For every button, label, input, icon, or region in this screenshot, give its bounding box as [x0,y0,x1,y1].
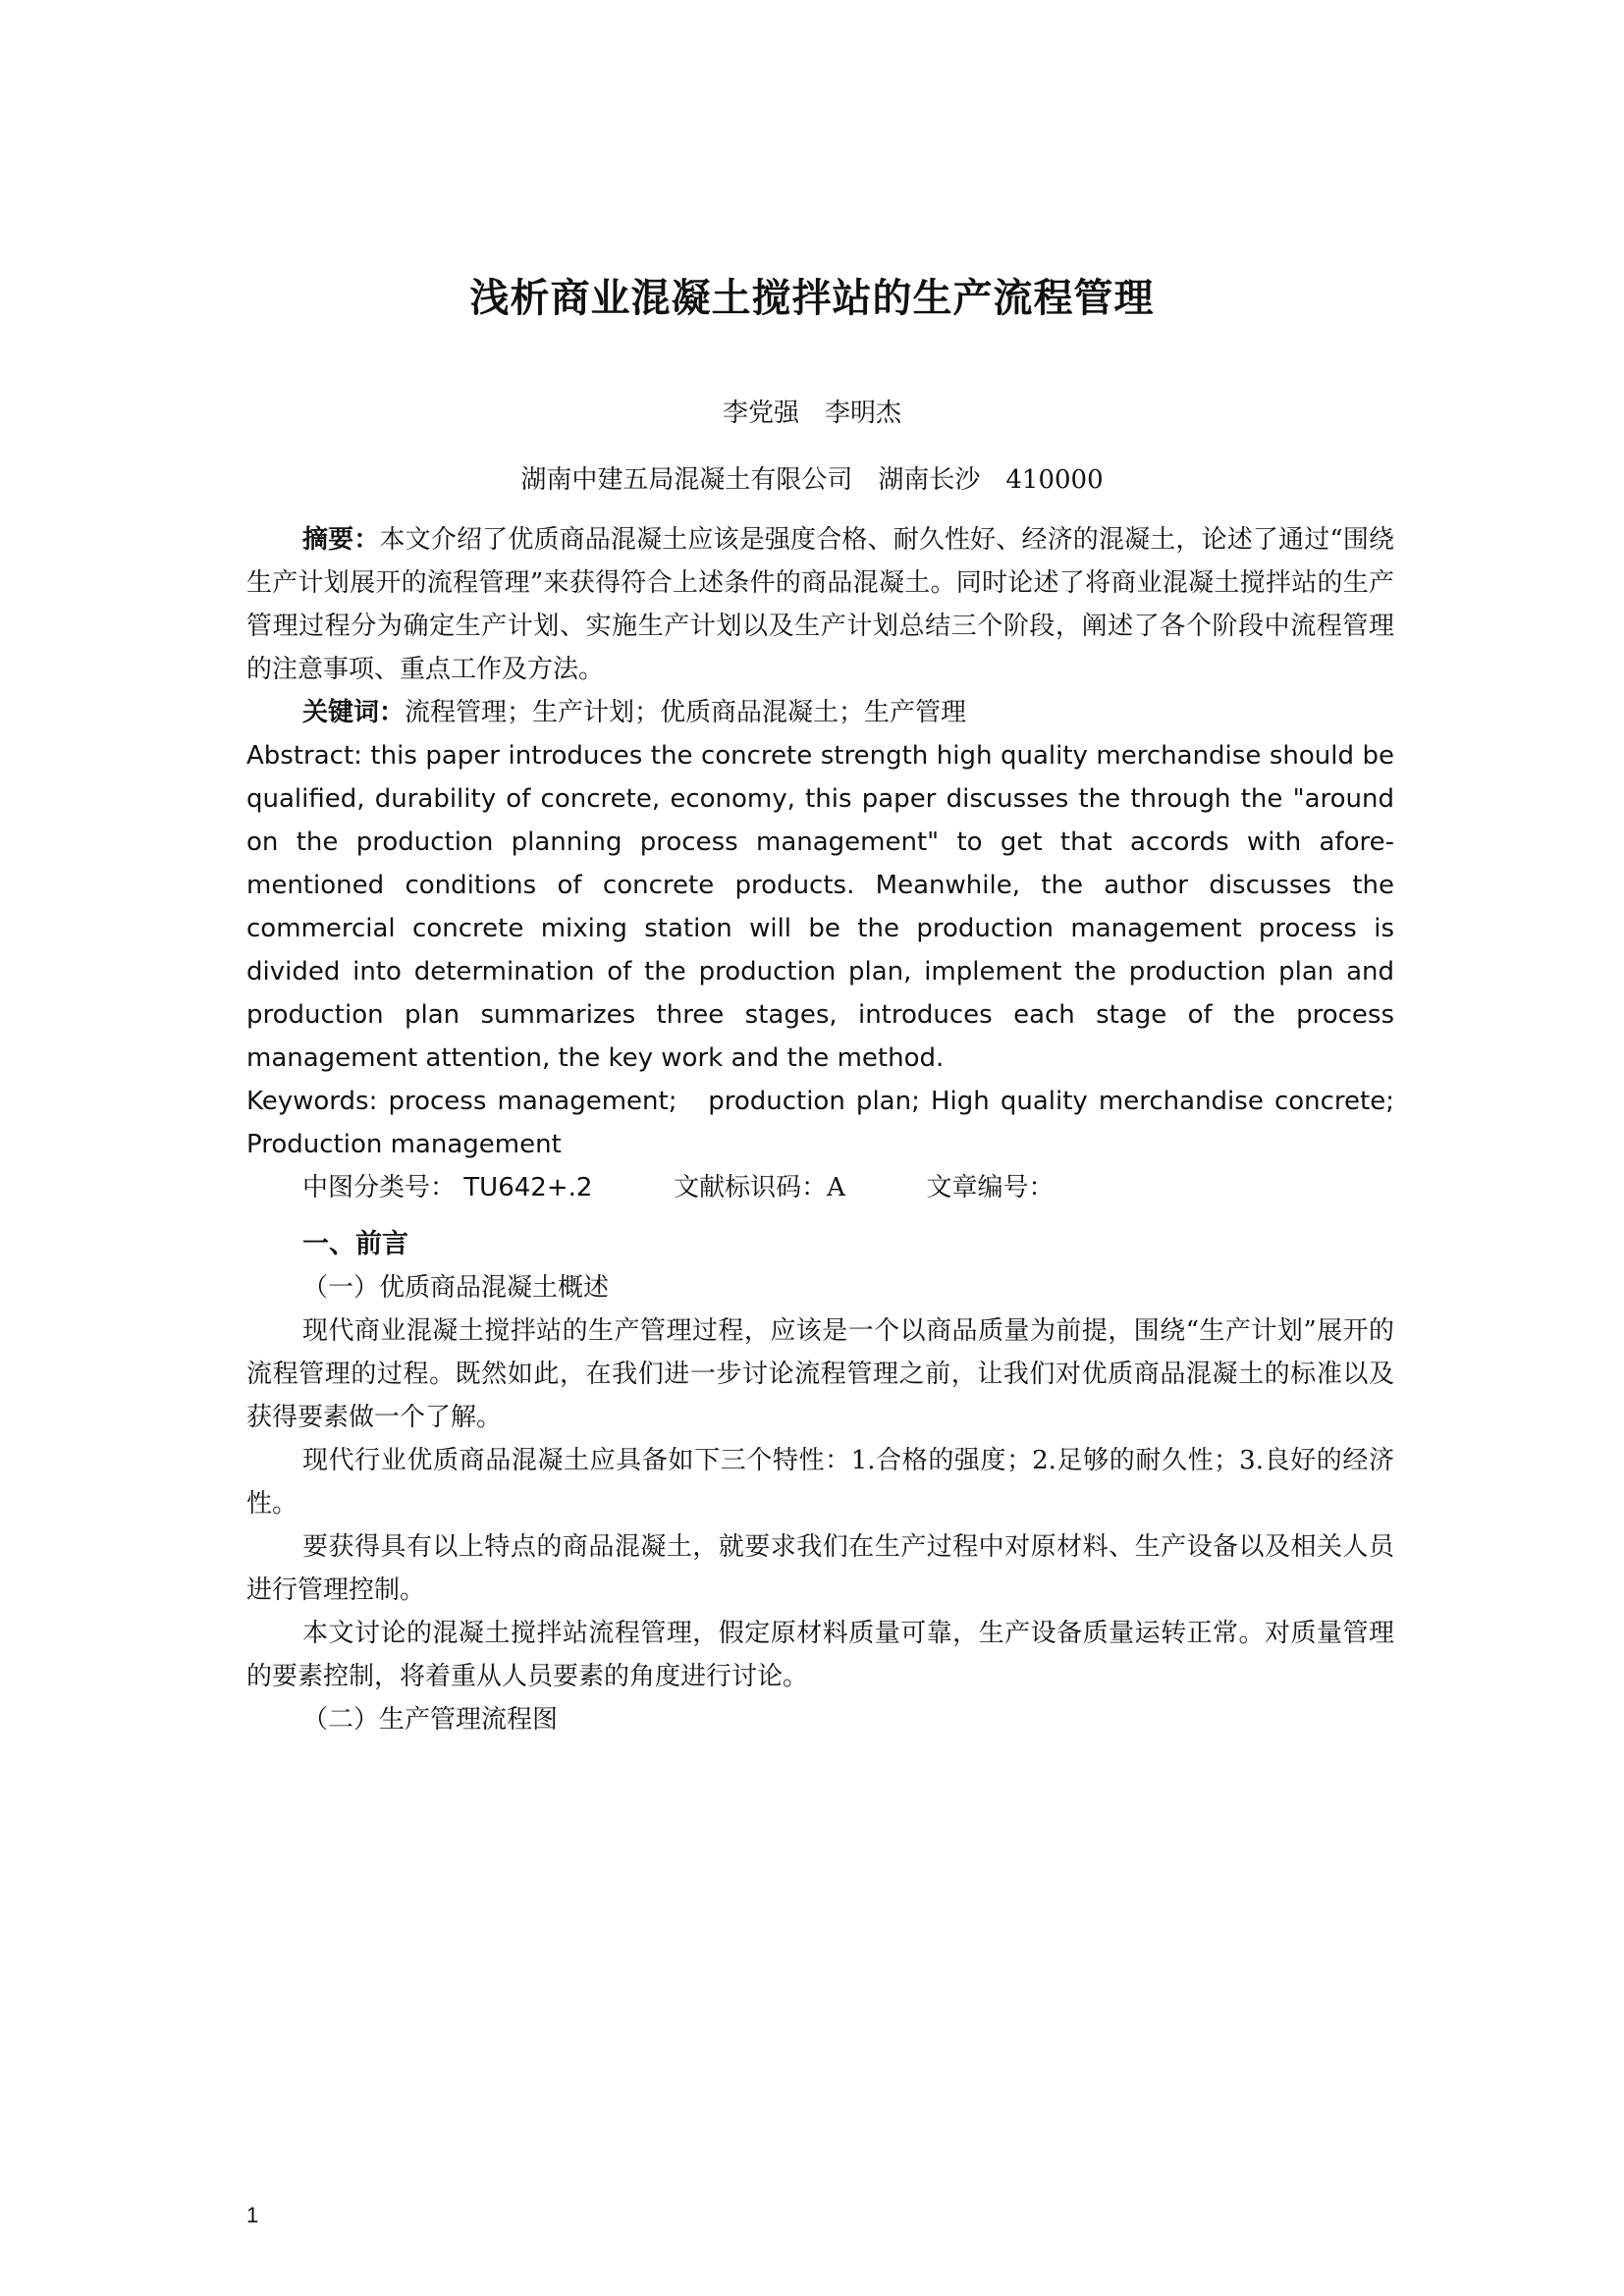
paper-title: 浅析商业混凝土搅拌站的生产流程管理 [469,276,1155,321]
clc-label: 中图分类号： [302,1173,457,1202]
author-affiliation: 湖南中建五局混凝土有限公司 湖南长沙 410000 [520,465,1104,495]
abstract-cn [246,518,1394,691]
section-heading-intro: 一、前言 [302,1229,408,1259]
keywords-en: Keywords: process management; production plan; High quality merchandise concrete; Production management [246,1087,1394,1159]
keywords-cn-text: 流程管理；生产计划；优质商品混凝土；生产管理 [405,698,967,727]
intro-paragraph-4: 本文讨论的混凝土搅拌站流程管理，假定原材料质量可靠，生产设备质量运转正常。对质量管理的要素控制，将着重从人员要素的角度进行讨论。 [246,1619,1394,1691]
keywords-cn [246,691,1394,734]
intro-paragraph-3: 要获得具有以上特点的商品混凝土，就要求我们在生产过程中对原材料、生产设备以及相关人员进行管理控制。 [246,1532,1394,1605]
doc-code-value: A [827,1173,845,1202]
abstract-en: Abstract: this paper introduces the concrete strength high quality merchandise should be qualified, durability of concrete, economy, this paper discusses the through the "around on the production planning process management" to get that accords with afore-mentioned conditions of concrete products. Meanwhile, the author discusses the commercial concrete mixing station will be the production management process is divided into determination of the production plan, implement the production plan and production plan summarizes three stages, introduces each stage of the process management attention, the key work and the method. [246,741,1394,1073]
abstract-cn-label: 摘要： [302,525,380,555]
intro-paragraph-2: 现代行业优质商品混凝土应具备如下三个特性：1.合格的强度；2.足够的耐久性；3.良好的经济性。 [246,1446,1394,1519]
paper-body [246,518,1394,1741]
subsection-heading-1: （一）优质商品混凝土概述 [302,1273,610,1303]
classification-line [246,1166,1394,1209]
intro-paragraph-1: 现代商业混凝土搅拌站的生产管理过程，应该是一个以商品质量为前提，围绕“生产计划”展开的流程管理的过程。既然如此，在我们进一步讨论流程管理之前，让我们对优质商品混凝土的标准以及获得要素做一个了解。 [246,1316,1394,1432]
article-number-label: 文章编号： [926,1173,1055,1202]
page-number: 1 [246,2203,259,2227]
abstract-cn-text: 本文介绍了优质商品混凝土应该是强度合格、耐久性好、经济的混凝土，论述了通过“围绕生产计划展开的流程管理”来获得符合上述条件的商品混凝土。同时论述了将商业混凝土搅拌站的生产管理过程分为确定生产计划、实施生产计划以及生产计划总结三个阶段，阐述了各个阶段中流程管理的注意事项、重点工作及方法。 [246,525,1394,684]
clc-value: TU642+.2 [463,1173,593,1202]
subsection-heading-2: （二）生产管理流程图 [302,1705,559,1735]
keywords-cn-label: 关键词： [302,698,406,727]
doc-code-label: 文献标识码： [674,1173,828,1202]
author-list: 李党强 李明杰 [722,399,901,428]
